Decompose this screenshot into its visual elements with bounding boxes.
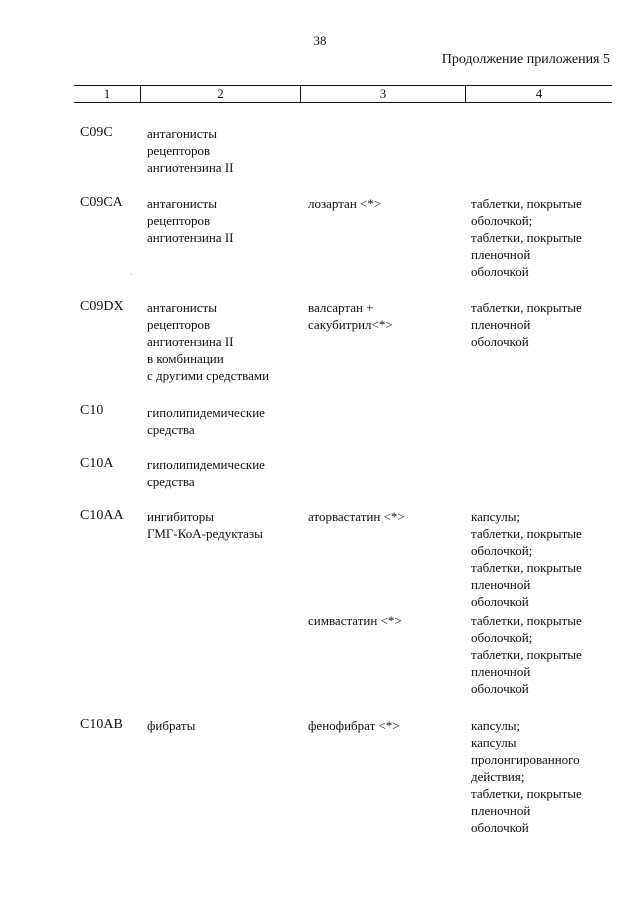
row-drug: фенофибрат <*> — [308, 718, 400, 733]
row-form: таблетки, покрытые оболочкой; таблетки, покрытые пленочной оболочкой — [471, 613, 582, 696]
row-drug: валсартан + сакубитрил<*> — [308, 300, 393, 332]
row-form: капсулы; таблетки, покрытые оболочкой; таблетки, покрытые пленочной оболочкой — [471, 509, 582, 609]
row-group: фибраты — [147, 718, 196, 733]
continuation-title: Продолжение приложения 5 — [441, 52, 610, 67]
row-drug: аторвастатин <*> — [308, 509, 405, 524]
row-group: гиполипидемические средства — [147, 405, 265, 437]
row-form: капсулы; капсулы пролонгированного действия; таблетки, покрытые пленочной оболочкой — [471, 718, 582, 835]
row-code: C10AB — [80, 717, 123, 732]
row-group: антагонисты рецепторов ангиотензина II в комбинации с другими средствами — [147, 300, 270, 383]
row-group: ингибиторы ГМГ-КоА-редуктазы — [147, 509, 263, 541]
row-form: таблетки, покрытые пленочной оболочкой — [471, 300, 582, 349]
row-group: антагонисты рецепторов ангиотензина II — [147, 126, 234, 175]
scan-speck: · — [130, 270, 133, 279]
row-form: таблетки, покрытые оболочкой; таблетки, покрытые пленочной оболочкой — [471, 196, 582, 279]
row-drug: лозартан <*> — [308, 196, 382, 211]
column-header-4: 4 — [535, 86, 543, 101]
row-code: C10A — [80, 456, 114, 471]
row-code: C09DX — [80, 299, 124, 314]
column-header-1: 1 — [74, 86, 141, 102]
row-group: гиполипидемические средства — [147, 457, 265, 489]
column-header-2: 2 — [141, 86, 301, 102]
row-code: C10 — [80, 403, 104, 418]
row-code: C10AA — [80, 508, 124, 523]
row-code: C09CA — [80, 195, 123, 210]
row-drug: симвастатин <*> — [308, 613, 402, 628]
column-header-3: 3 — [301, 86, 466, 102]
row-code: C09C — [80, 125, 113, 140]
row-group: антагонисты рецепторов ангиотензина II — [147, 196, 234, 245]
table-header — [74, 85, 612, 103]
page-number: 38 — [313, 33, 327, 48]
